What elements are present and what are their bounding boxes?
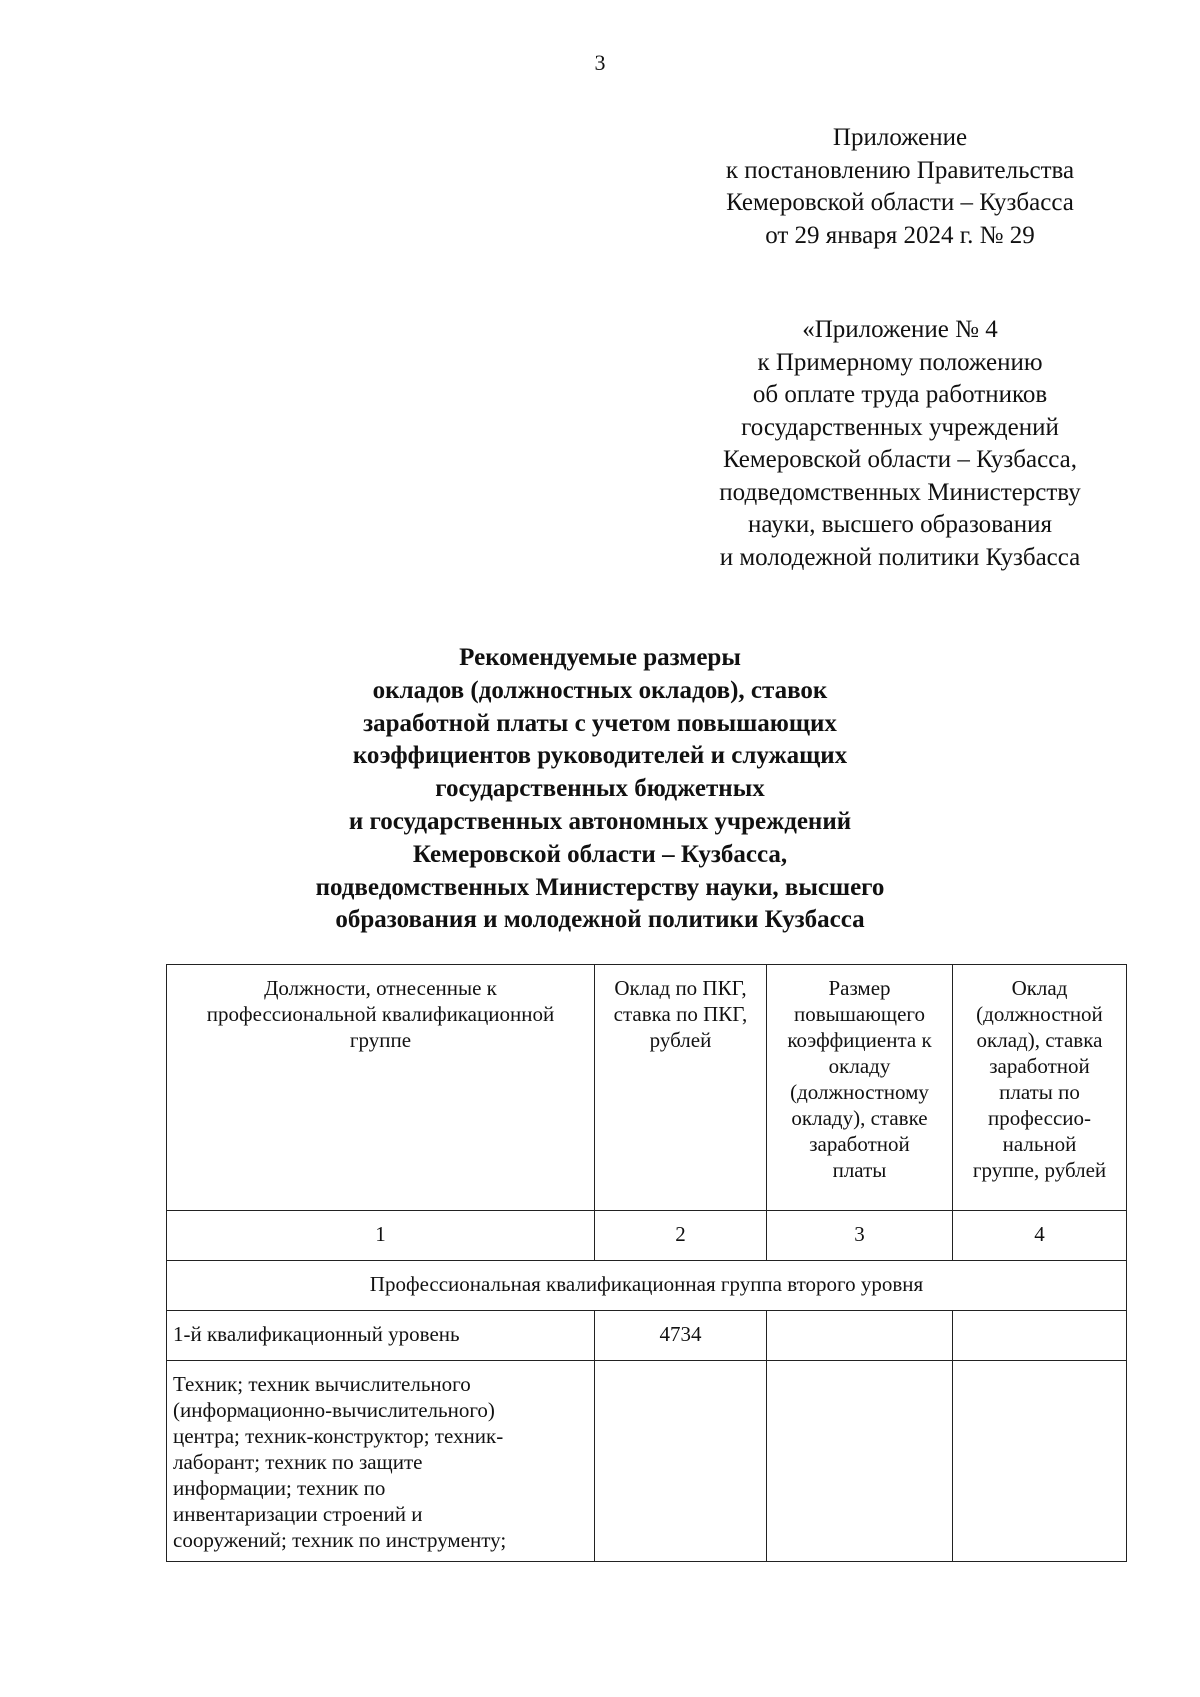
salary-cell [595, 1361, 767, 1562]
column-number: 4 [953, 1211, 1127, 1261]
title-line: Рекомендуемые размеры [459, 644, 741, 671]
salary-cell: 4734 [595, 1311, 767, 1361]
table-header-row [167, 965, 1127, 1211]
appendix-reference [685, 122, 1115, 252]
column-number-row [167, 1211, 1127, 1261]
sub-appendix-line: государственных учреждений [741, 413, 1059, 441]
header-pkg-salary: Оклад по ПКГ, ставка по ПКГ, рублей [595, 965, 767, 1211]
page-number: 3 [594, 50, 606, 75]
group-title-row [167, 1261, 1127, 1311]
title-line: окладов (должностных окладов), ставок [372, 676, 828, 704]
title-line: и государственных автономных учреждений [348, 807, 852, 835]
title-line: подведомственных Министерству науки, высшего [315, 873, 885, 901]
header-coefficient: Размер повышающего коэффициента к окладу (должностному окладу), ставке заработной платы [767, 965, 953, 1211]
total-cell [953, 1311, 1127, 1361]
header-positions: Должности, отнесенные к профессиональной квалификационной группе [167, 965, 595, 1211]
position-cell: Техник; техник вычислительного (информационно-вычислительного) центра; техник-конструктор; техник- лаборант; техник по защите информации; техник по инвентаризации строений и сооружений; техник по инструменту; [167, 1361, 595, 1562]
salary-table [166, 964, 1127, 1562]
sub-appendix-line: к Примерному положению [757, 348, 1043, 376]
appendix-line: Приложение [832, 124, 968, 151]
sub-appendix-line: и молодежной политики Кузбасса [719, 543, 1081, 571]
sub-appendix-line: «Приложение № 4 [802, 316, 998, 343]
title-line: коэффициентов руководителей и служащих [352, 742, 848, 770]
column-number: 3 [767, 1211, 953, 1261]
sub-appendix-line: Кемеровской области – Кузбасса, [723, 446, 1077, 473]
column-number: 2 [595, 1211, 767, 1261]
column-number: 1 [167, 1211, 595, 1261]
document-title [200, 642, 1000, 937]
coefficient-cell [767, 1311, 953, 1361]
appendix-line: Кемеровской области – Кузбасса [726, 189, 1074, 216]
total-cell [953, 1361, 1127, 1562]
position-cell: 1-й квалификационный уровень [167, 1311, 595, 1361]
title-line: образования и молодежной политики Кузбасса [335, 906, 865, 934]
title-line: заработной платы с учетом повышающих [363, 709, 837, 737]
header-total-salary: Оклад (должностной оклад), ставка заработной платы по профессио- нальной группе, рублей [953, 965, 1127, 1211]
title-line: государственных бюджетных [435, 775, 765, 803]
coefficient-cell [767, 1361, 953, 1562]
sub-appendix-line: науки, высшего образования [747, 511, 1053, 538]
title-line: Кемеровской области – Кузбасса, [412, 840, 788, 868]
sub-appendix-line: об оплате труда работников [752, 381, 1048, 408]
appendix-line: от 29 января 2024 г. № 29 [765, 221, 1035, 249]
appendix-line: к постановлению Правительства [725, 156, 1075, 184]
table-row [167, 1361, 1127, 1562]
sub-appendix-reference [685, 314, 1115, 574]
group-title: Профессиональная квалификационная группа второго уровня [167, 1261, 1127, 1311]
sub-appendix-line: подведомственных Министерству [719, 478, 1081, 506]
table-row [167, 1311, 1127, 1361]
